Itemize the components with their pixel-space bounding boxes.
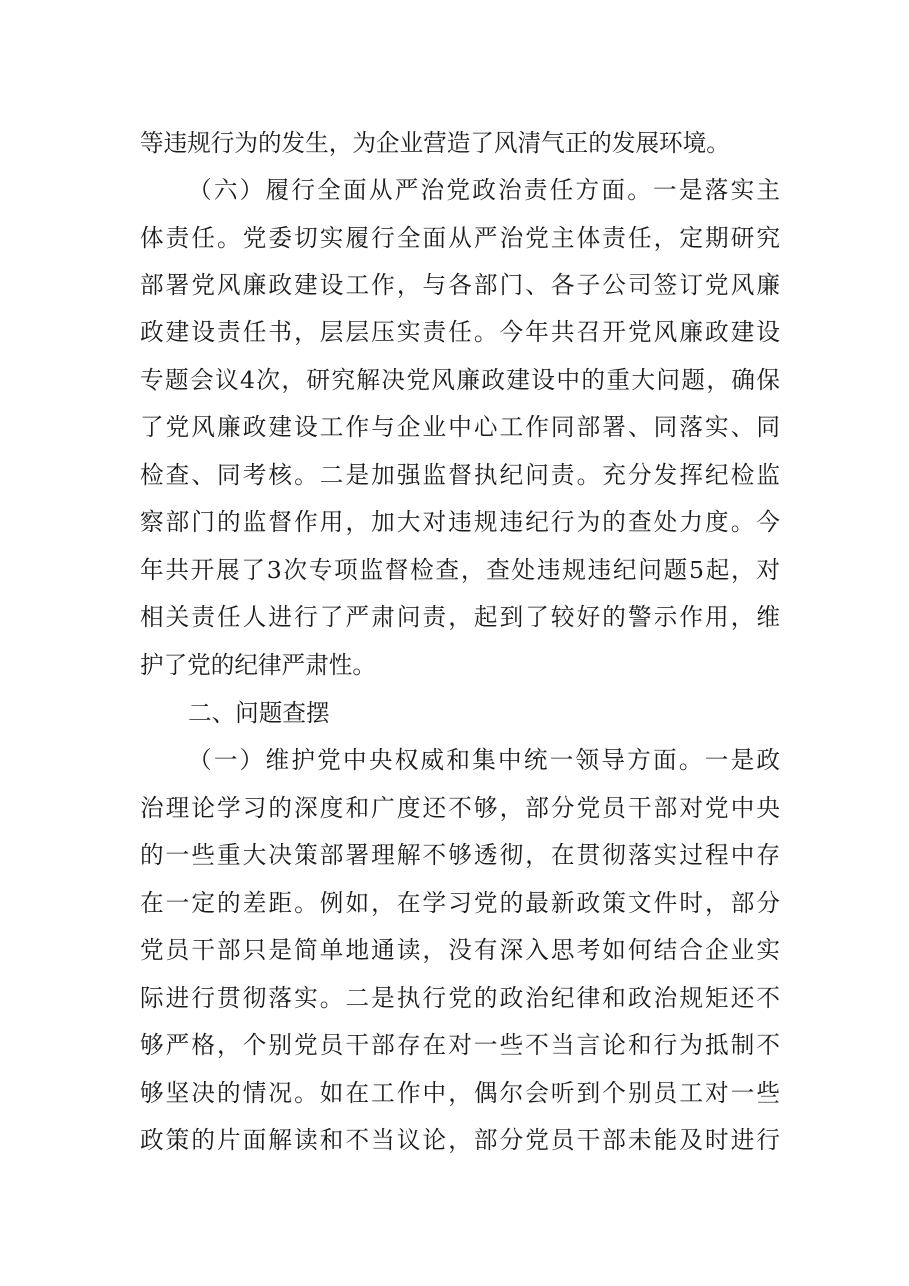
paragraph-line: 够严格，个别党员干部存在对一些不当言论和行为抵制不 [140,1031,780,1059]
paragraph-line: 在一定的差距。例如，在学习党的最新政策文件时，部分 [140,889,780,917]
paragraph-line: 政建设责任书，层层压实责任。今年共召开党风廉政建设 [140,318,780,346]
paragraph-line: 体责任。党委切实履行全面从严治党主体责任，定期研究 [140,224,780,252]
paragraph-line: 际进行贯彻落实。二是执行党的政治纪律和政治规矩还不 [140,984,780,1012]
section-heading: 二、问题查摆 [188,699,330,727]
paragraph-line: 专题会议4次，研究解决党风廉政建设中的重大问题，确保 [140,366,780,394]
paragraph-line: （六）履行全面从严治党政治责任方面。一是落实主 [188,176,780,204]
paragraph-line: 相关责任人进行了严肃问责，起到了较好的警示作用，维 [140,603,780,631]
paragraph-line: 的一些重大决策部署理解不够透彻，在贯彻落实过程中存 [140,841,780,869]
paragraph-line: 部署党风廉政建设工作，与各部门、各子公司签订党风廉 [140,271,780,299]
paragraph-line: 了党风廉政建设工作与企业中心工作同部署、同落实、同 [140,413,780,441]
paragraph-line: 护了党的纪律严肃性。 [140,651,376,679]
paragraph-line: 党员干部只是简单地通读，没有深入思考如何结合企业实 [140,936,780,964]
paragraph-line: 检查、同考核。二是加强监督执纪问责。充分发挥纪检监 [140,461,780,489]
paragraph-line: 察部门的监督作用，加大对违规违纪行为的查处力度。今 [140,508,780,536]
paragraph-line: 等违规行为的发生，为企业营造了风清气正的发展环境。 [140,129,730,157]
paragraph-line: 够坚决的情况。如在工作中，偶尔会听到个别员工对一些 [140,1079,780,1107]
paragraph-line: （一）维护党中央权威和集中统一领导方面。一是政 [188,746,780,774]
paragraph-line: 年共开展了3次专项监督检查，查处违规违纪问题5起，对 [140,556,780,584]
paragraph-line: 治理论学习的深度和广度还不够，部分党员干部对党中央 [140,794,780,822]
paragraph-line: 政策的片面解读和不当议论，部分党员干部未能及时进行 [140,1126,780,1154]
